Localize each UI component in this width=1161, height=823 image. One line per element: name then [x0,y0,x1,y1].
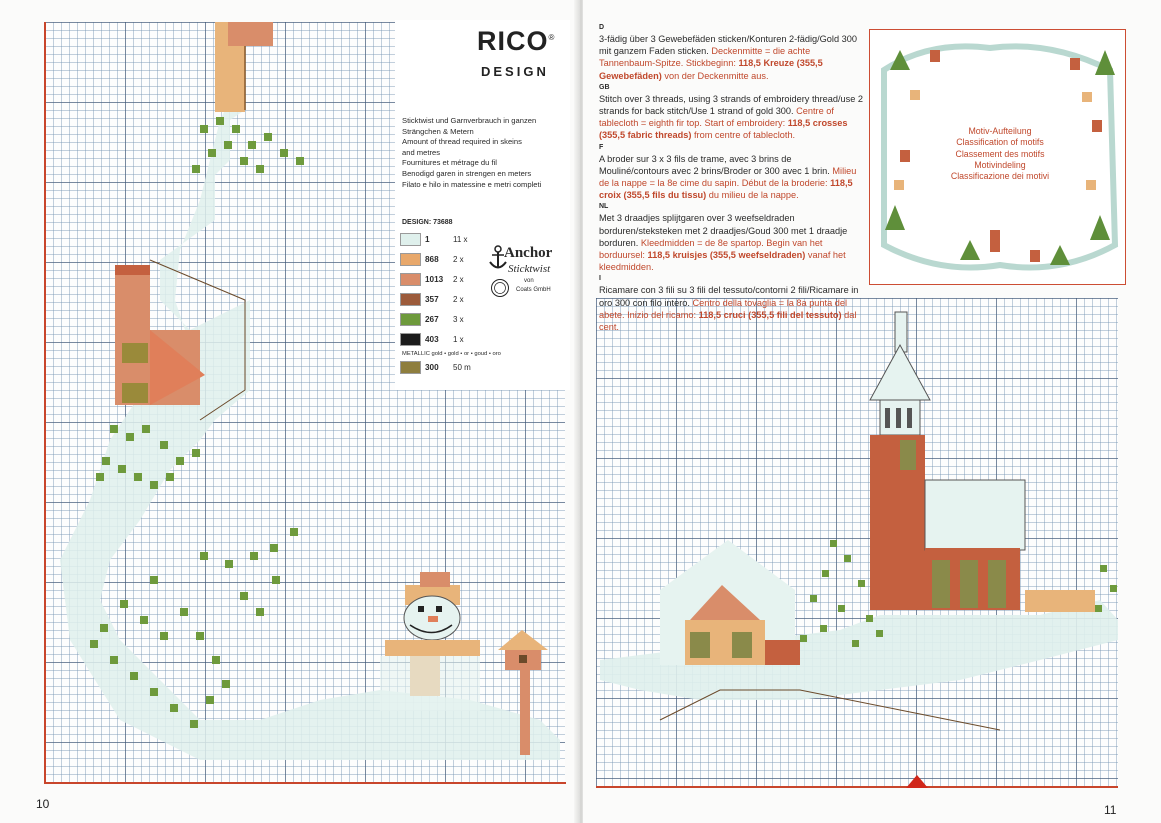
lang-tag-de: D [599,24,605,31]
stitching-instructions [599,22,864,333]
intro-line: Amount of thread required in skeins [402,137,522,147]
thread-amount: 3 x [453,314,464,324]
motif-classification-box [869,29,1126,285]
instructions-nl: Met 3 draadjes splijtgaren over 3 weefseldraden borduren/steksteken met 2 draadjes/Goud 300 met 1 draadje borduren. Kleedmidden = de 8e spartop. Begin van het borduursel: 118,5 kruisjes (355,5 weefseldraden) vanaf het kleedmidden. [599,213,848,273]
thread-number: 403 [425,334,439,344]
anchor-coats: Coats GmbH [516,287,551,293]
design-number: DESIGN: 73688 [402,219,453,226]
lang-tag-gb: GB [599,83,610,91]
page-number-left: 10 [36,797,50,811]
thread-number: 1013 [425,274,444,284]
intro-line: Benodigd garen in strengen en meters [402,168,532,178]
anchor-von: von [524,278,534,284]
thread-amount: 2 x [453,274,464,284]
thread-number: 300 [425,362,439,372]
motif-caption: Motiv-Aufteilung Classification of motifs Classement des motifs Motivindeling Classificazione dei motivi [950,126,1050,182]
thread-number: 267 [425,314,439,324]
thread-number: 357 [425,294,439,304]
intro-line: and metres [402,147,440,157]
instructions-fr: A broder sur 3 x 3 fils de trame, avec 3 brins de Mouliné/contours avec 2 brins/Broder or 300 avec 1 brin. Milieu de la nappe = la 8e cime du sapin. Début de la broderie: 118,5 croix (355,5 fils du tissu) du milieu de la nappe. [599,153,857,201]
center-marker-icon [906,775,928,788]
lang-tag-nl: NL [599,203,609,211]
intro-line: Sticktwist und Garnverbrauch in ganzen [402,116,537,125]
metallic-label: METALLIC gold • gold • or • goud • oro [402,351,501,357]
instructions-de: 3-fädig über 3 Gewebefäden sticken/Konturen 2-fädig/Gold 300 mit ganzem Faden sticken. Deckenmitte = die achte Tannenbaum-Spitze. Stickbeginn: 118,5 Kreuze (355,5 Gewebefäden) von der Deckenmitte aus. [599,34,857,81]
intro-line: Strängchen & Metern [402,126,474,136]
lang-tag-fr: F [599,143,604,151]
lang-tag-it: I [599,275,601,283]
rico-logo: RICO® [477,26,556,56]
thread-amount: 2 x [453,294,464,304]
instructions-gb: Stitch over 3 threads, using 3 strands of embroidery thread/use 2 strands for back stitch/Use 1 strand of gold 300. Centre of tablecloth = eighth fir top. Start of embroidery: 118,5 crosses (355,5 fabric threads) from centre of tablecloth. [599,93,864,141]
rico-logo-subtitle: DESIGN [481,64,549,79]
page-number-right: 11 [1104,803,1117,817]
thread-amount: 11 x [453,234,468,244]
thread-amount: 2 x [453,254,464,264]
thread-number: 868 [425,254,439,264]
instructions-it: Ricamare con 3 fili su 3 fili del tessuto/contorni 2 fili/Ricamare in oro 300 con filo intero. Centro della tovaglia = la 8a punta del abete. Inizio del ricamo: 118,5 cruci (355,5 fili del tessuto) dal cent. [599,285,859,333]
intro-line: Filato e hilo in matessine e metri completi [402,179,542,189]
thread-amount: 1 x [453,334,464,344]
thread-number: 1 [425,234,430,244]
anchor-name: Anchor [504,245,553,261]
anchor-sub: Sticktwist [508,263,551,275]
thread-amount: 50 m [453,362,471,372]
intro-line: Fournitures et métrage du fil [402,158,497,168]
